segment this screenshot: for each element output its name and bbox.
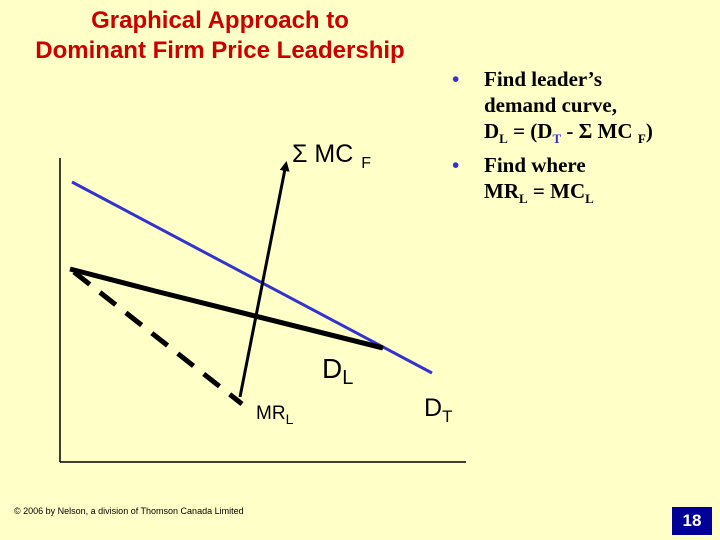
copyright-text: © 2006 by Nelson, a division of Thomson Canada Limited (14, 506, 244, 516)
dl-label: $D_L$ (322, 353, 354, 389)
bullet-1-formula: $D_L = (D_T - \Sigma$ MC $_F$) (484, 119, 653, 147)
bullet-1-line-2: demand curve, (484, 93, 617, 117)
page-number-badge: 18 (672, 507, 712, 535)
bullet-1-line-1: Find leader’s (484, 67, 603, 91)
dl-curve (70, 269, 383, 348)
mrl-label: $MR_L$ (256, 403, 294, 427)
bullet-dot-icon: • (452, 153, 460, 178)
dt-label: $D_T$ (424, 394, 453, 426)
title-line-1: Graphical Approach to (91, 7, 349, 34)
sum-mc-label: Σ MC $_F$ (292, 140, 372, 172)
bullet-2-line-1: Find where (484, 153, 586, 178)
bullet-dot-icon: • (452, 67, 460, 91)
sum-mc-curve (240, 164, 286, 397)
title-line-2: Dominant Firm Price Leadership (35, 37, 405, 64)
bullet-2-formula: $MR_L = MC_L$ (484, 179, 594, 207)
